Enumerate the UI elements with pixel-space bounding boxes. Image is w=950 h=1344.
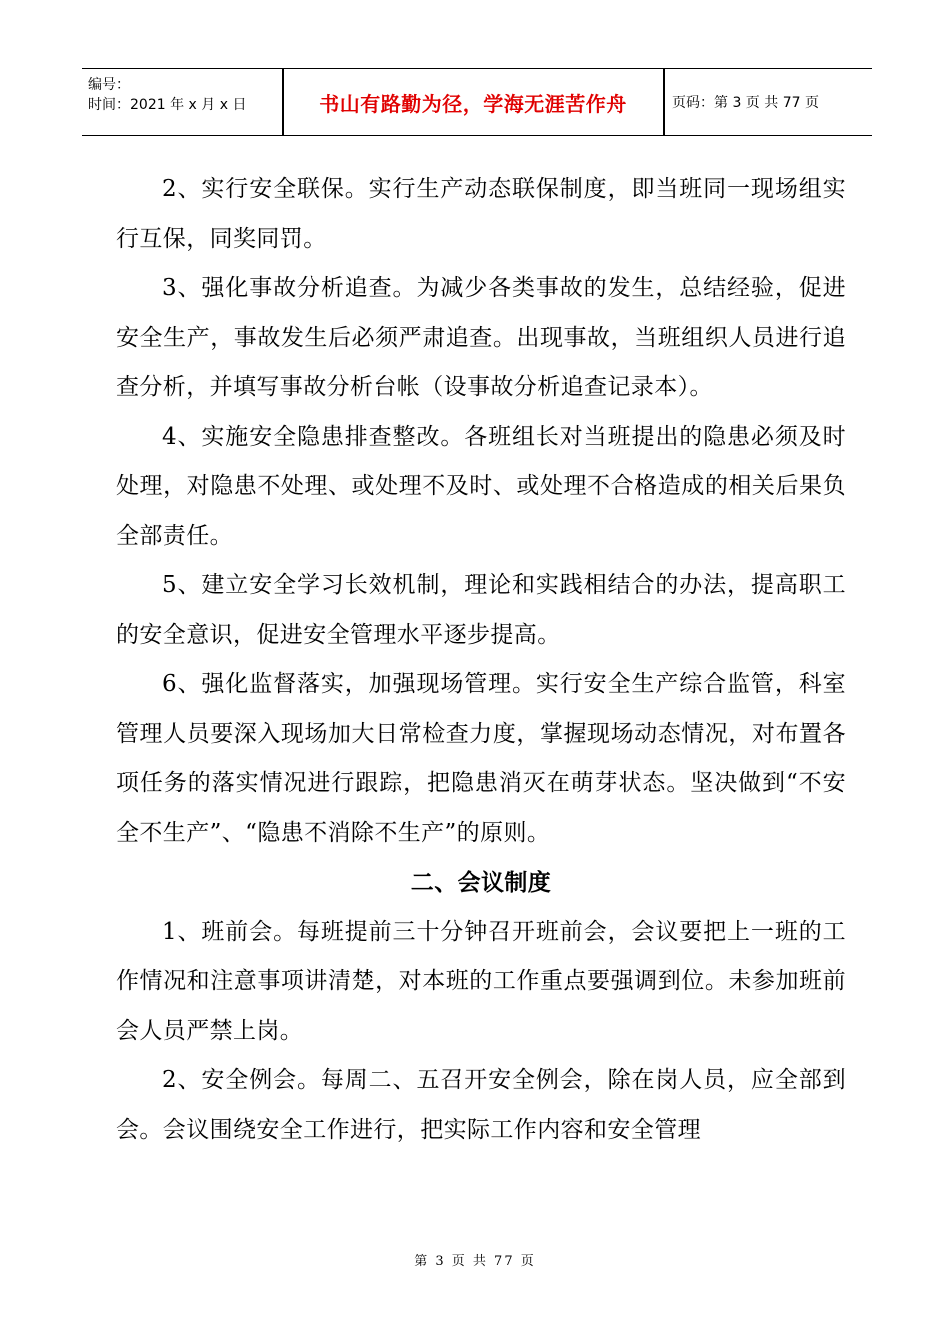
paragraph-joint-safety: 2、实行安全联保。实行生产动态联保制度，即当班同一现场组实行互保，同奖同罚。 xyxy=(116,176,846,252)
paragraph-supervision: 6、强化监督落实，加强现场管理。实行安全生产综合监管，科室管理人员要深入现场加大日常检查力度，掌握现场动态情况，对布置各项任务的落实情况进行跟踪，把隐患消灭在萌芽状态。坚决做到“不安全不生产”、“隐患不消除不生产”的原则。 xyxy=(116,671,846,846)
document-number-label: 编号： xyxy=(88,77,130,93)
header-meta xyxy=(82,69,282,135)
paragraph-hazard-rectification: 4、实施安全隐患排查整改。各班组长对当班提出的隐患必须及时处理，对隐患不处理、或处理不及时、或处理不合格造成的相关后果负全部责任。 xyxy=(116,423,846,549)
section-heading-meeting-system: 二、会议制度 xyxy=(410,869,552,896)
paragraph-pre-shift-meeting: 1、班前会。每班提前三十分钟召开班前会，会议要把上一班的工作情况和注意事项讲清楚，对本班的工作重点要强调到位。未参加班前会人员严禁上岗。 xyxy=(116,918,846,1044)
header-page-info: 页码：第 3 页 共 77 页 xyxy=(672,95,819,111)
paragraph-safety-meeting: 2、安全例会。每周二、五召开安全例会，除在岗人员，应全部到会。会议围绕安全工作进行，把实际工作内容和安全管理 xyxy=(116,1067,846,1143)
document-time-label: 时间：2021 年 x 月 x 日 xyxy=(88,97,247,113)
document-body xyxy=(116,165,846,1155)
paragraph-accident-analysis: 3、强化事故分析追查。为减少各类事故的发生，总结经验，促进安全生产，事故发生后必须严肃追查。出现事故，当班组织人员进行追查分析，并填写事故分析台帐（设事故分析追查记录本）。 xyxy=(116,275,846,400)
paragraph-safety-learning: 5、建立安全学习长效机制，理论和实践相结合的办法，提高职工的安全意识，促进安全管理水平逐步提高。 xyxy=(116,572,846,648)
header-motto: 书山有路勤为径，学海无涯苦作舟 xyxy=(319,91,627,116)
page-footer: 第 3 页 共 77 页 xyxy=(414,1254,536,1269)
page-header xyxy=(82,68,872,136)
